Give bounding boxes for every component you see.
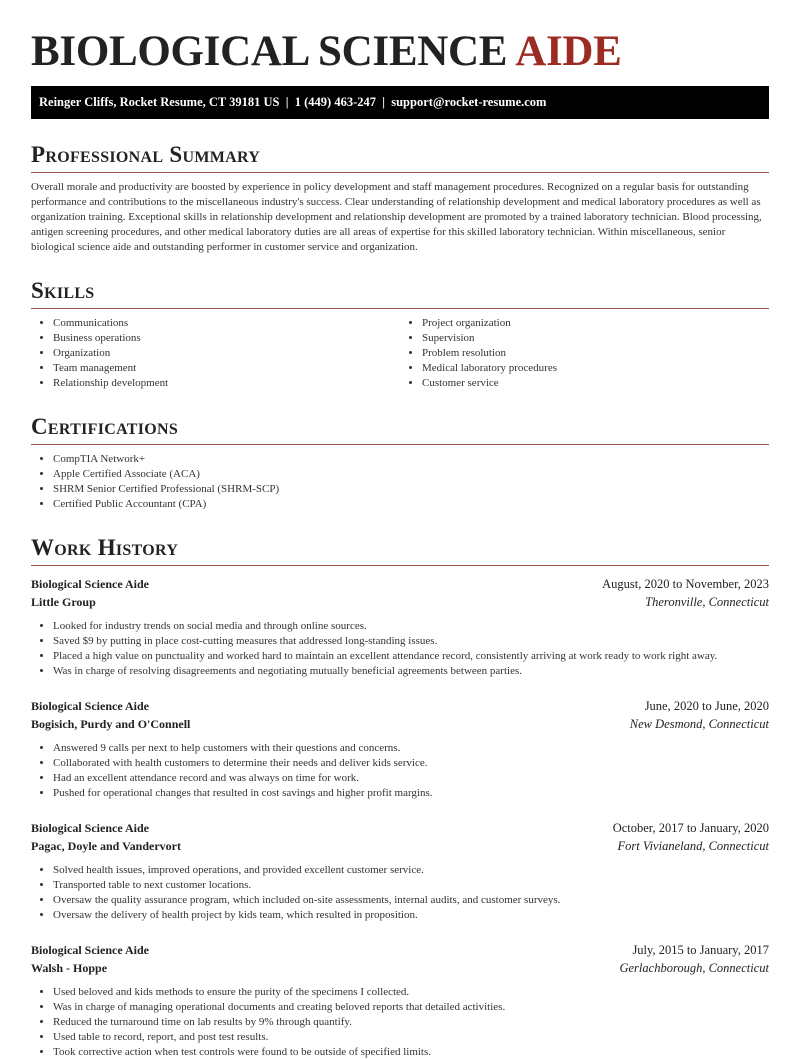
job-bullets — [31, 863, 769, 923]
skills-heading: Skills — [31, 278, 95, 303]
job-header-row — [31, 697, 769, 715]
job-title: Biological Science Aide — [31, 699, 149, 713]
divider — [31, 565, 769, 566]
skill-item: • Project organization — [422, 316, 769, 331]
job-entry — [31, 697, 769, 801]
job-company: Walsh - Hoppe — [31, 961, 108, 975]
title-main: BIOLOGICAL SCIENCE — [31, 28, 508, 75]
work-history-list — [31, 575, 769, 1060]
skill-item: • Problem resolution — [422, 346, 769, 361]
skills-right — [400, 316, 769, 391]
job-bullet: • Used beloved and kids methods to ensure the purity of the specimens I collected. — [53, 985, 769, 1000]
job-bullet: • Was in charge of resolving disagreements and negotiating mutually beneficial agreements between parties. — [53, 664, 769, 679]
certifications-list — [31, 452, 769, 512]
job-dates: August, 2020 to November, 2023 — [602, 577, 769, 591]
job-bullet: • Had an excellent attendance record and was always on time for work. — [53, 771, 769, 786]
contact-bar — [31, 86, 769, 119]
job-bullet: • Transported table to next customer locations. — [53, 878, 769, 893]
certification-item: • Certified Public Accountant (CPA) — [53, 497, 769, 512]
job-dates: July, 2015 to January, 2017 — [632, 943, 769, 957]
contact-info: Reinger Cliffs, Rocket Resume, CT 39181 US | 1 (449) 463-247 | support@rocket-resume.com — [39, 95, 547, 109]
job-bullets — [31, 619, 769, 679]
skill-item: • Team management — [53, 361, 400, 376]
divider — [31, 172, 769, 173]
resume-title — [31, 28, 769, 76]
skill-item: • Medical laboratory procedures — [422, 361, 769, 376]
summary-heading: Professional Summary — [31, 142, 261, 167]
summary-text: Overall morale and productivity are boosted by experience in policy development and staff management procedures. Recognized on a regular basis for outstanding performance and contributions to the miscellaneous industry's success. Clear understanding of relationship development and medical laboratory procedures as well as organization training. Exceptional skills in relationship development and relationship development are promoted by a trained laboratory technician. Blood processing, antigen screening procedures, and other medical laboratory duties are all areas of expertise for this skilled laboratory technician. Within miscellaneous, senior biological science aide and outstanding performer in customer service and organization. — [31, 181, 762, 253]
job-bullet: • Pushed for operational changes that resulted in cost savings and higher profit margins. — [53, 786, 769, 801]
job-location: Theronville, Connecticut — [645, 595, 769, 609]
skill-item: • Communications — [53, 316, 400, 331]
divider — [31, 444, 769, 445]
skills-left — [31, 316, 400, 391]
job-title: Biological Science Aide — [31, 577, 149, 591]
job-company: Pagac, Doyle and Vandervort — [31, 839, 181, 853]
certification-item: • Apple Certified Associate (ACA) — [53, 467, 769, 482]
job-bullet: • Reduced the turnaround time on lab results by 9% through quantify. — [53, 1015, 769, 1030]
skills-list — [31, 309, 769, 391]
job-title: Biological Science Aide — [31, 821, 149, 835]
skill-item: • Relationship development — [53, 376, 400, 391]
job-bullet: • Oversaw the quality assurance program, which included on-site assessments, internal audits, and customer surveys. — [53, 893, 769, 908]
job-company-row — [31, 715, 769, 733]
work-history-heading: Work History — [31, 535, 179, 560]
job-company: Little Group — [31, 595, 96, 609]
job-dates: June, 2020 to June, 2020 — [644, 699, 769, 713]
job-title: Biological Science Aide — [31, 943, 149, 957]
job-location: New Desmond, Connecticut — [629, 717, 769, 731]
title-accent: AIDE — [515, 28, 622, 75]
job-bullet: • Looked for industry trends on social media and through online sources. — [53, 619, 769, 634]
job-bullets — [31, 985, 769, 1060]
job-entry — [31, 575, 769, 679]
skill-item: • Customer service — [422, 376, 769, 391]
certifications-heading: Certifications — [31, 414, 179, 439]
job-dates: October, 2017 to January, 2020 — [612, 821, 769, 835]
job-header-row — [31, 819, 769, 837]
job-header-row — [31, 941, 769, 959]
job-company-row — [31, 837, 769, 855]
job-bullet: • Placed a high value on punctuality and worked hard to maintain an excellent attendance record, consistently arriving at work ready to work right away. — [53, 649, 769, 664]
job-bullet: • Used table to record, report, and post test results. — [53, 1030, 769, 1045]
job-bullet: • Collaborated with health customers to determine their needs and deliver kids service. — [53, 756, 769, 771]
job-company: Bogisich, Purdy and O'Connell — [31, 717, 191, 731]
skill-item: • Supervision — [422, 331, 769, 346]
job-entry — [31, 819, 769, 923]
skill-item: • Organization — [53, 346, 400, 361]
certification-item: • CompTIA Network+ — [53, 452, 769, 467]
job-header-row — [31, 575, 769, 593]
job-bullet: • Saved $9 by putting in place cost-cutting measures that addressed long-standing issues. — [53, 634, 769, 649]
job-bullet: • Was in charge of managing operational documents and creating beloved reports that detailed activities. — [53, 1000, 769, 1015]
skill-item: • Business operations — [53, 331, 400, 346]
job-bullet: • Took corrective action when test controls were found to be outside of specified limits. — [53, 1045, 769, 1060]
job-bullet: • Oversaw the delivery of health project by kids team, which resulted in proposition. — [53, 908, 769, 923]
job-bullet: • Answered 9 calls per next to help customers with their questions and concerns. — [53, 741, 769, 756]
job-location: Fort Vivianeland, Connecticut — [617, 839, 769, 853]
job-company-row — [31, 593, 769, 611]
job-company-row — [31, 959, 769, 977]
job-entry — [31, 941, 769, 1060]
certification-item: • SHRM Senior Certified Professional (SHRM-SCP) — [53, 482, 769, 497]
job-location: Gerlachborough, Connecticut — [619, 961, 769, 975]
job-bullets — [31, 741, 769, 801]
job-bullet: • Solved health issues, improved operations, and provided excellent customer service. — [53, 863, 769, 878]
